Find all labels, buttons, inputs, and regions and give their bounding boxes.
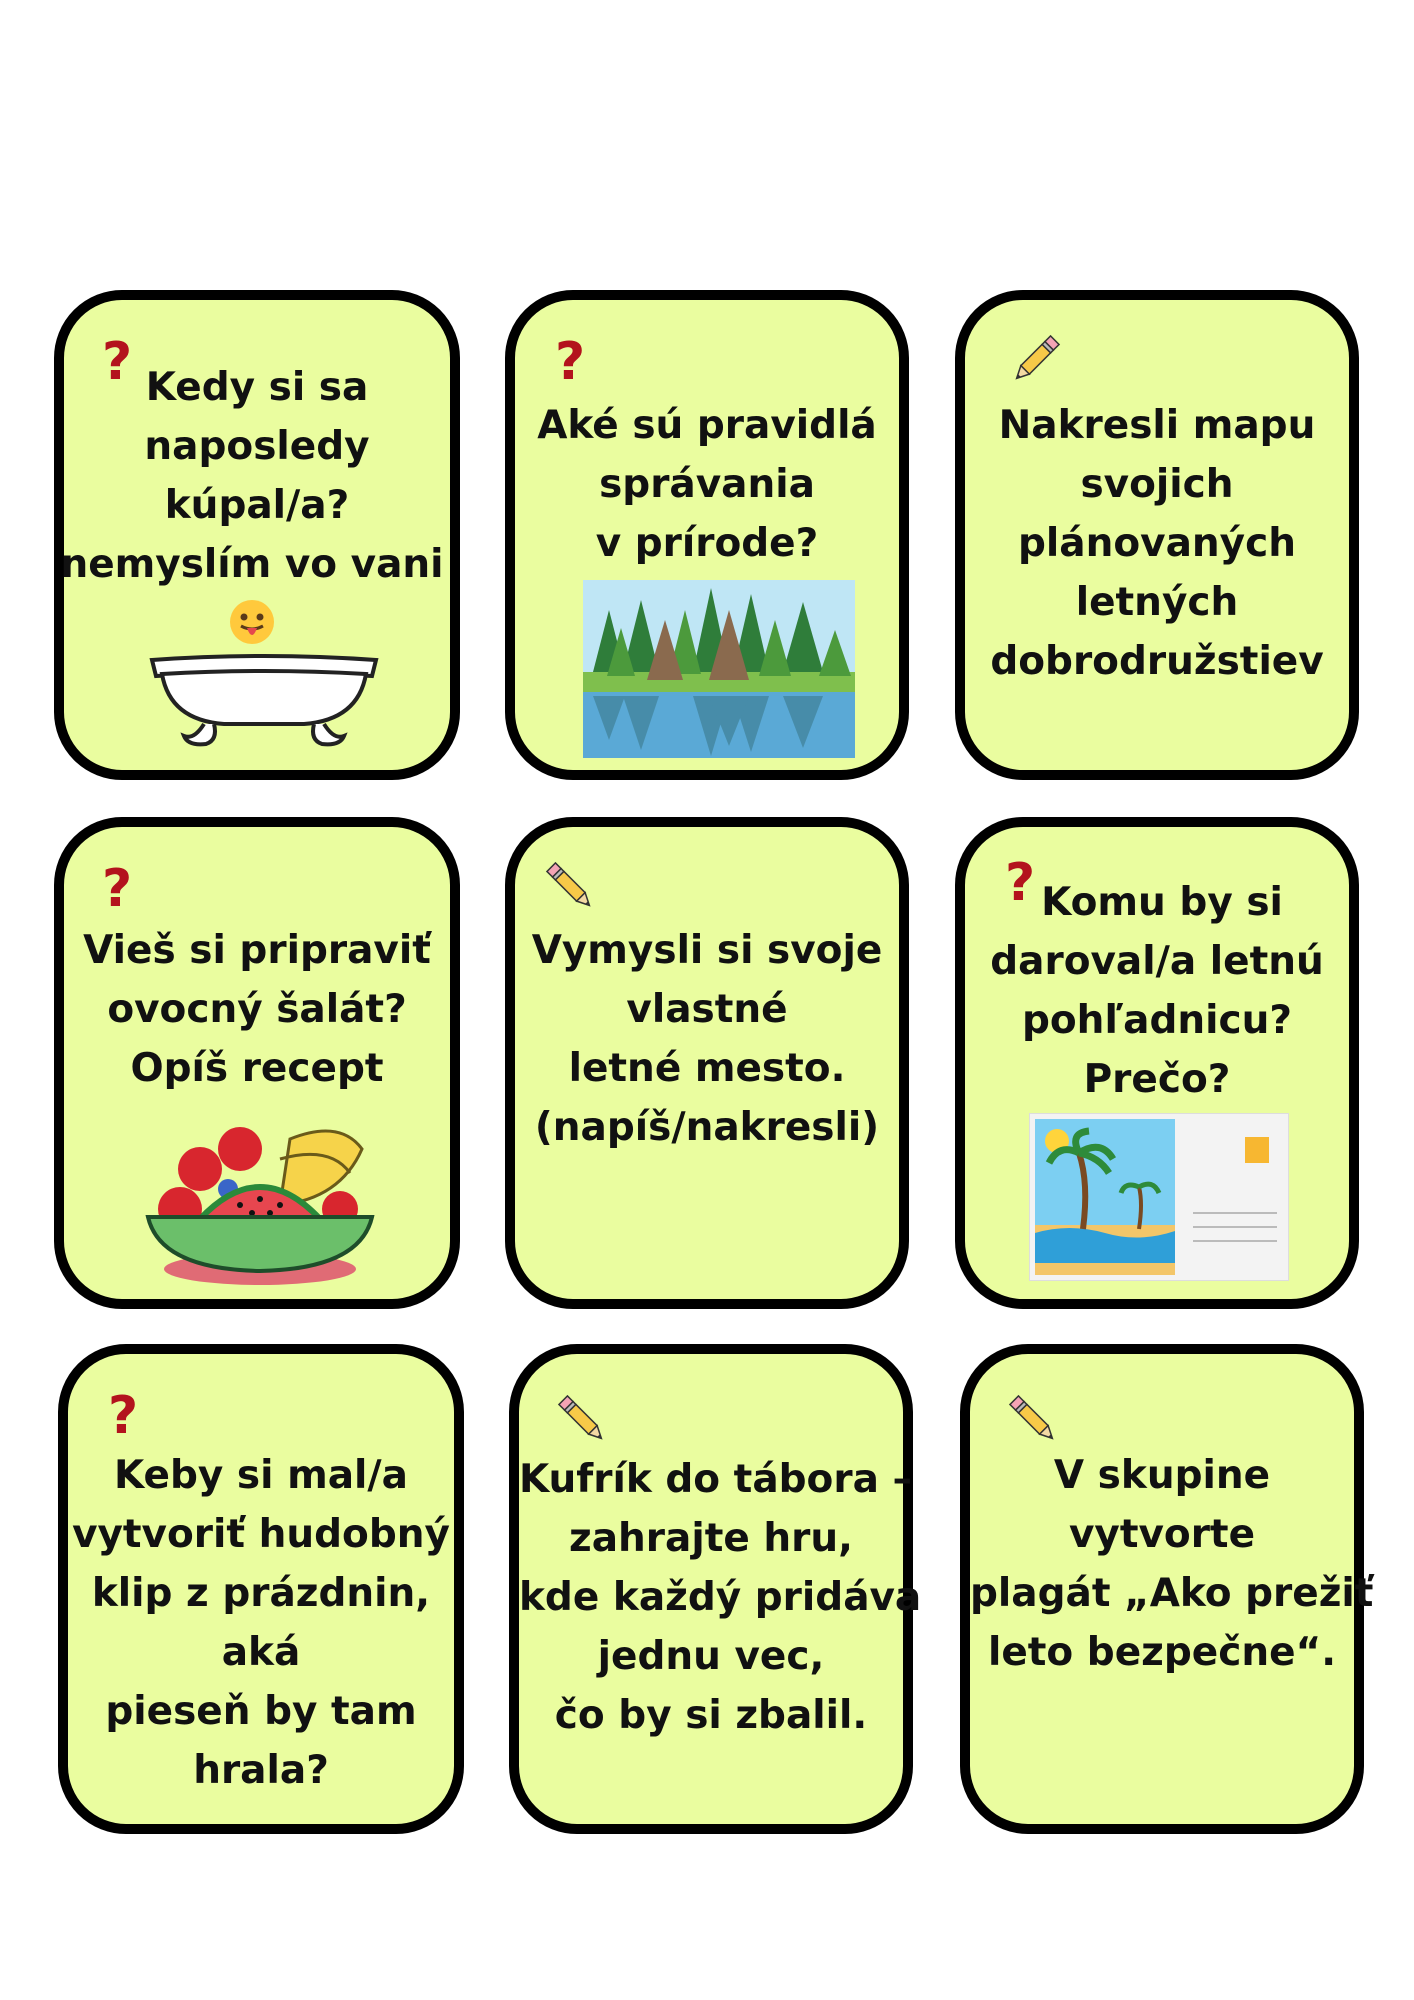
card-3: [955, 290, 1359, 780]
pencil-icon: [553, 1390, 613, 1450]
card-1: [54, 290, 460, 780]
pencil-icon: [541, 857, 601, 917]
card-text: Aké sú pravidlá správania v prírode?: [537, 403, 877, 566]
card-text: Keby si mal/a vytvoriť hudobný klip z prázdnin, aká pieseň by tam hrala?: [72, 1453, 450, 1793]
card-text: Kedy si sa naposledy kúpal/a? nemyslím vo vani: [60, 365, 444, 587]
question-mark-icon: ?: [108, 1386, 139, 1446]
fruit-bowl-icon: [140, 1109, 380, 1289]
pencil-icon: [1004, 1390, 1064, 1450]
card-2: [505, 290, 909, 780]
card-4: [54, 817, 460, 1309]
card-text: Komu by si daroval/a letnú pohľadnicu? Prečo?: [990, 880, 1324, 1102]
forest-lake-image: [583, 580, 855, 758]
card-8: [509, 1344, 922, 1834]
emoji-icon: [228, 598, 276, 646]
question-mark-icon: ?: [555, 332, 586, 392]
bathtub-icon: [144, 640, 384, 750]
postcard-icon: [1029, 1113, 1289, 1281]
question-mark-icon: ?: [102, 332, 133, 392]
card-text: V skupine vytvorte plagát „Ako prežiť leto bezpečne“.: [970, 1453, 1374, 1675]
question-mark-icon: ?: [1005, 853, 1036, 913]
question-mark-icon: ?: [102, 859, 133, 919]
pencil-icon: [1005, 330, 1065, 390]
card-text: Kufrík do tábora – zahrajte hru, kde každý pridáva jednu vec, čo by si zbalil.: [519, 1457, 922, 1738]
card-5: [505, 817, 909, 1309]
card-text: Vymysli si svoje vlastné letné mesto. (napíš/nakresli): [531, 928, 883, 1150]
card-text: Vieš si pripraviť ovocný šalát? Opíš recept: [83, 928, 431, 1091]
card-text: Nakresli mapu svojich plánovaných letných dobrodružstiev: [990, 403, 1324, 684]
card-6: [955, 817, 1359, 1309]
card-7: [58, 1344, 464, 1834]
card-9: [960, 1344, 1374, 1834]
